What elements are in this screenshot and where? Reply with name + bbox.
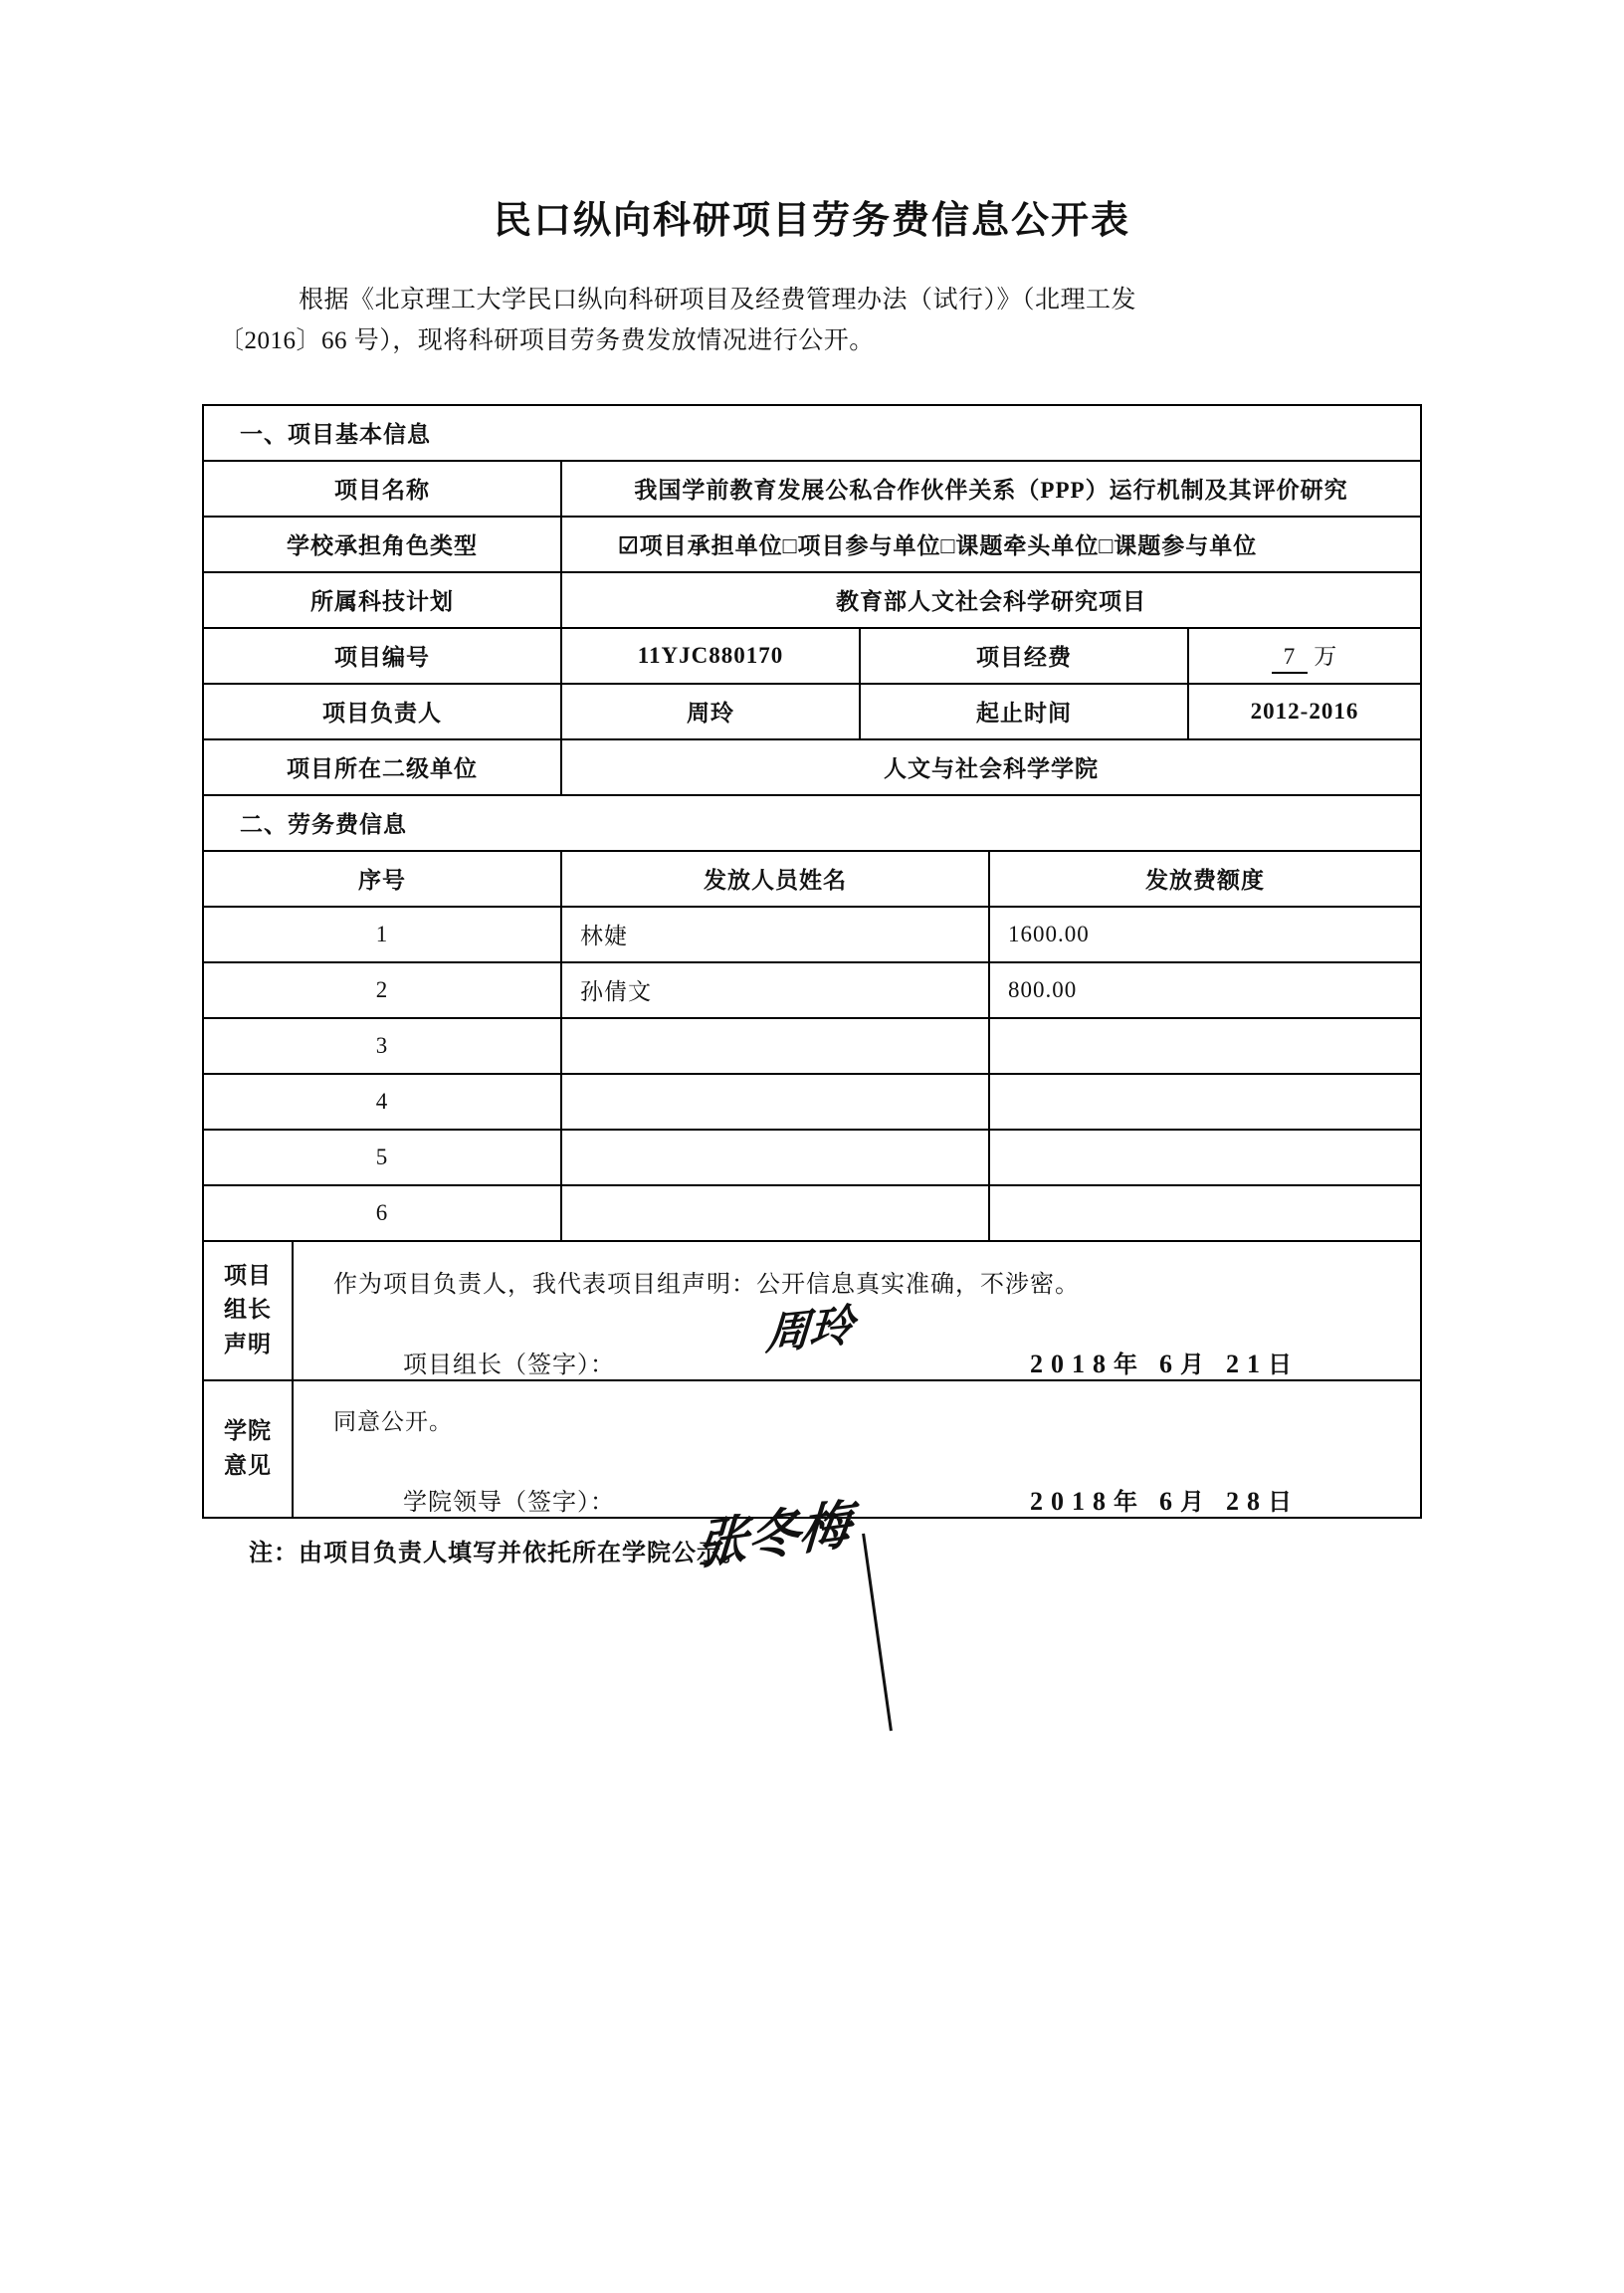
table-row-role-type [203,517,1421,572]
table-row-plan [203,572,1421,628]
college-opinion-label-line2: 意见 [223,1452,272,1478]
college-opinion-signature-row [333,1482,1420,1517]
row-no: 1 [203,907,561,962]
section1-heading-row [203,405,1421,461]
intro-line-1: 根据《北京理工大学民口纵向科研项目及经费管理办法（试行）》（北理工发 [299,287,1137,313]
college-opinion-row [203,1380,1421,1518]
college-opinion-date-day-suffix: 日 [1267,1489,1300,1516]
college-leader-signature: 张冬梅 [695,1493,854,1577]
row-name [561,1130,989,1185]
row-amount [989,1185,1421,1241]
row-amount [989,1018,1421,1074]
table-row-unit [203,739,1421,795]
row-no: 5 [203,1130,561,1185]
column-header-amount: 发放费额度 [989,851,1421,907]
declaration-label-line1: 项目 [223,1262,272,1288]
period-value: 2012-2016 [1188,684,1421,739]
table-row [203,907,1421,962]
section2-heading-row [203,795,1421,851]
column-header-no: 序号 [203,851,561,907]
funding-value-cell [1188,628,1421,684]
labor-table-header-row [203,851,1421,907]
declaration-signature-row [333,1345,1420,1379]
declaration-body [293,1241,1421,1380]
project-name-value: 我国学前教育发展公私合作伙伴关系（PPP）运行机制及其评价研究 [561,461,1421,517]
table-row [203,1130,1421,1185]
column-header-name: 发放人员姓名 [561,851,989,907]
table-row-project-no [203,628,1421,684]
role-type-checkboxes[interactable]: ☑项目承担单位□项目参与单位□课题牵头单位□课题参与单位 [561,517,1421,572]
plan-label: 所属科技计划 [203,572,561,628]
declaration-date [1030,1345,1300,1379]
declaration-date-day-suffix: 日 [1267,1352,1300,1378]
college-opinion-date-month-suffix: 月 [1179,1489,1212,1516]
plan-value: 教育部人文社会科学研究项目 [561,572,1421,628]
intro-paragraph [219,280,1435,362]
row-amount [989,1074,1421,1130]
college-opinion-date-month: 6 [1158,1486,1180,1516]
row-no: 3 [203,1018,561,1074]
college-opinion-date-year: 2018 [1029,1486,1114,1516]
disclosure-form-table [202,404,1422,1519]
declaration-label-line2: 组长 [223,1297,272,1323]
row-amount: 1600.00 [989,907,1421,962]
table-row-project-name [203,461,1421,517]
college-opinion-date-day: 28 [1225,1486,1268,1516]
declaration-date-day: 21 [1225,1349,1268,1378]
table-row [203,1074,1421,1130]
page-title: 民口纵向科研项目劳务费信息公开表 [493,198,1130,242]
row-no: 2 [203,962,561,1018]
declaration-date-month-suffix: 月 [1179,1352,1212,1378]
table-row-leader [203,684,1421,739]
section1-heading: 一、项目基本信息 [203,405,1421,461]
project-name-label: 项目名称 [203,461,561,517]
leader-label: 项目负责人 [203,684,561,739]
funding-unit: 万 [1314,643,1338,669]
row-no: 6 [203,1185,561,1241]
section2-heading: 二、劳务费信息 [203,795,1421,851]
row-no: 4 [203,1074,561,1130]
declaration-statement: 作为项目负责人，我代表项目组声明：公开信息真实准确，不涉密。 [332,1271,1080,1298]
declaration-label [203,1241,293,1380]
unit-value: 人文与社会科学学院 [561,739,1421,795]
row-name: 孙倩文 [561,962,989,1018]
leader-value: 周玲 [561,684,860,739]
funding-label: 项目经费 [860,628,1188,684]
role-type-label: 学校承担角色类型 [203,517,561,572]
row-amount: 800.00 [989,962,1421,1018]
college-opinion-statement: 同意公开。 [332,1408,453,1434]
row-name [561,1074,989,1130]
funding-amount: 7 [1272,644,1309,674]
declaration-row [203,1241,1421,1380]
intro-line-2: 〔2016〕66 号），现将科研项目劳务费发放情况进行公开。 [219,327,875,355]
project-no-label: 项目编号 [203,628,561,684]
table-row [203,1018,1421,1074]
project-leader-signature: 周玲 [764,1300,856,1360]
declaration-date-month: 6 [1158,1349,1180,1378]
college-opinion-label [203,1380,293,1518]
row-name [561,1185,989,1241]
declaration-sign-label: 项目组长（签字）： [402,1352,615,1378]
college-opinion-body [293,1380,1421,1518]
college-opinion-label-line1: 学院 [223,1418,272,1443]
declaration-date-year: 2018 [1029,1349,1114,1378]
table-row [203,962,1421,1018]
row-name: 林婕 [561,907,989,962]
unit-label: 项目所在二级单位 [203,739,561,795]
declaration-date-year-suffix: 年 [1113,1352,1145,1378]
declaration-label-line3: 声明 [223,1331,272,1356]
table-row [203,1185,1421,1241]
row-name [561,1018,989,1074]
college-opinion-sign-label: 学院领导（签字）： [402,1489,615,1516]
college-opinion-date-year-suffix: 年 [1113,1489,1145,1516]
period-label: 起止时间 [860,684,1188,739]
college-opinion-date [1030,1482,1300,1517]
project-no-value: 11YJC880170 [561,628,860,684]
footer-note: 注：由项目负责人填写并依托所在学院公示。 [249,1540,746,1566]
row-amount [989,1130,1421,1185]
